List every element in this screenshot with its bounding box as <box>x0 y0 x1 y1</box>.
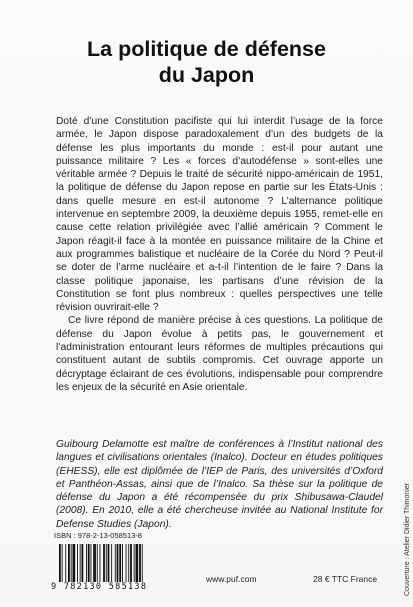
book-description <box>56 115 383 394</box>
description-paragraph-1: Doté d’une Constitution pacifiste qui lui interdit l’usage de la force armée, le Japon dispose paradoxalement d’un des budgets de la défense les plus importants du monde : est-il pour autant une puissance militaire ? Les « forces d’autodéfense » sont-elles une véritable armée ? Depuis le traité de sécurité nippo-américain de 1951, la politique de défense du Japon repose en partie sur les États-Unis : dans quelle mesure en est-il autonome ? L’alternance politique intervenue en septembre 2009, la deuxième depuis 1955, remet-elle en cause cette relation privilégiée avec l’allié américain ? Comment le Japon réagit-il face à la montée en puissance militaire de la Chine et aux programmes balistique et nucléaire de la Corée du Nord ? Peut-il se doter de l’arme nucléaire et a-t-il l’intention de le faire ? Dans la classe politique japonaise, les partisans d’une révision de la Constitution se font plus nombreux : quelles perspectives une telle révision ouvrirait-elle ? <box>56 116 383 314</box>
book-title <box>0 36 413 88</box>
barcode-number: 9 782130 585138 <box>51 582 148 592</box>
isbn-label: ISBN : 978-2-13-058513-8 <box>54 531 142 540</box>
cover-credit: Couverture : Atelier Didier Thimonier <box>404 482 411 596</box>
price-label: 28 € TTC France <box>313 574 378 584</box>
description-paragraph-2: Ce livre répond de manière précise à ces questions. La politique de défense du Japon évolue à petits pas, le gouvernement et l’administration entourant leurs réformes de multiples précautions qui constituent autant de subtils compromis. Cet ouvrage apporte un décryptage éclairant de ces évolutions, indispensable pour comprendre les enjeux de la sécurité en Asie orientale. <box>56 315 383 393</box>
book-title-line-1: La politique de défense <box>87 37 326 61</box>
publisher-website: www.puf.com <box>206 574 257 584</box>
book-title-line-2: du Japon <box>158 63 255 87</box>
author-bio: Guibourg Delamotte est maître de conférences à l’Institut national des langues et civilisations orientales (Inalco). Docteur en études politiques (EHESS), elle est diplômée de l’IEP de Paris, des universités d’Oxford et Panthéon-Assas, ainsi que de l’Inalco. Sa thèse sur la politique de défense du Japon a été récompensée du prix Shibusawa-Claudel (2008). En 2010, elle a été chercheuse invitée au National Institute for Defense Studies (Japon). <box>56 439 383 530</box>
